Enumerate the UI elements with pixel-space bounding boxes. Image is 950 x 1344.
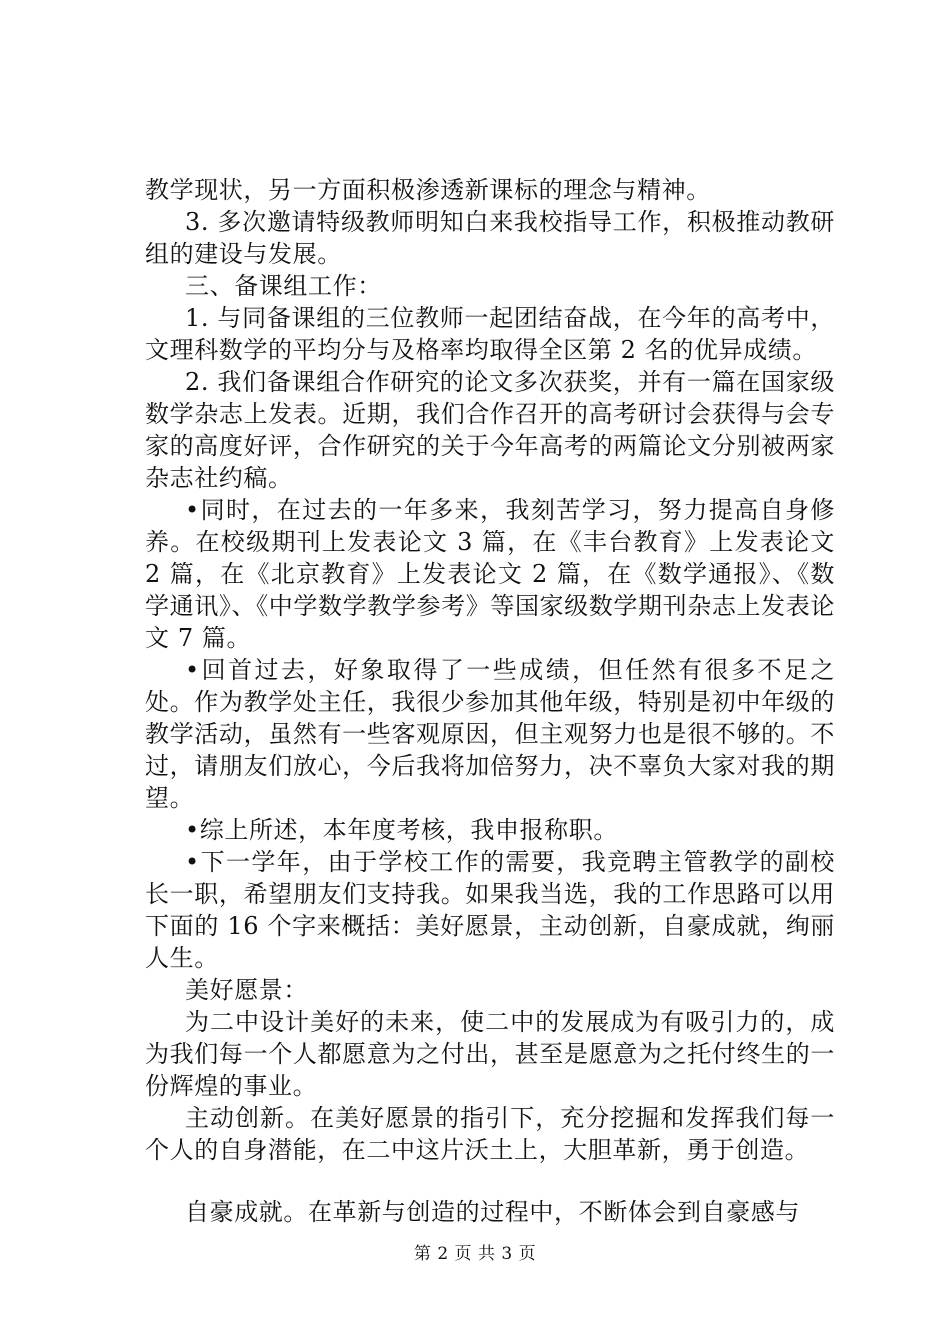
document-body xyxy=(145,174,835,1228)
bullet-summary: •综上所述，本年度考核，我申报称职。 xyxy=(185,816,618,844)
paragraph-vision: 为二中设计美好的未来，使二中的发展成为有吸引力的，成为我们每一个人都愿意为之付出，甚至是愿意为之托付终生的一份辉煌的事业。 xyxy=(145,1008,835,1100)
paragraph-continued-status: 教学现状，另一方面积极渗透新课标的理念与精神。 xyxy=(145,176,711,204)
paragraph-exam-results: 1. 与同备课组的三位教师一起团结奋战，在今年的高考中，文理科数学的平均分与及格率均取得全区第 2 名的优异成绩。 xyxy=(145,304,835,364)
paragraph-achievement: 自豪成就。在革新与创造的过程中，不断体会到自豪感与 xyxy=(185,1198,800,1226)
paragraph-innovation: 主动创新。在美好愿景的指引下，充分挖掘和发挥我们每一个人的自身潜能，在二中这片沃土上，大胆革新，勇于创造。 xyxy=(145,1104,835,1164)
bullet-self-study: •同时，在过去的一年多来，我刻苦学习，努力提高自身修养。在校级期刊上发表论文 3 篇，在《丰台教育》上发表论文 2 篇，在《北京教育》上发表论文 2 篇，在《数学通报》、《数学通讯》、《中学数学教学参考》等国家级数学期刊杂志上发表论文 7 篇。 xyxy=(145,496,835,652)
section-heading-lesson-group: 三、备课组工作： xyxy=(185,272,382,300)
subheading-vision: 美好愿景： xyxy=(185,976,308,1004)
bullet-next-year: •下一学年，由于学校工作的需要，我竞聘主管教学的副校长一职，希望朋友们支持我。如果我当选，我的工作思路可以用下面的 16 个字来概括：美好愿景，主动创新，自豪成就，绚丽人生。 xyxy=(145,848,835,972)
paragraph-research-papers: 2. 我们备课组合作研究的论文多次获奖，并有一篇在国家级数学杂志上发表。近期，我们合作召开的高考研讨会获得与会专家的高度好评，合作研究的关于今年高考的两篇论文分别被两家杂志社约稿。 xyxy=(145,368,835,492)
paragraph-invite-teacher: 3. 多次邀请特级教师明知白来我校指导工作，积极推动教研组的建设与发展。 xyxy=(145,208,835,268)
page-number-footer: 第 2 页 共 3 页 xyxy=(413,1244,537,1264)
bullet-reflection: •回首过去，好象取得了一些成绩，但任然有很多不足之处。作为教学处主任，我很少参加其他年级，特别是初中年级的教学活动，虽然有一些客观原因，但主观努力也是很不够的。不过，请朋友们放心，今后我将加倍努力，决不辜负大家对我的期望。 xyxy=(145,656,835,812)
